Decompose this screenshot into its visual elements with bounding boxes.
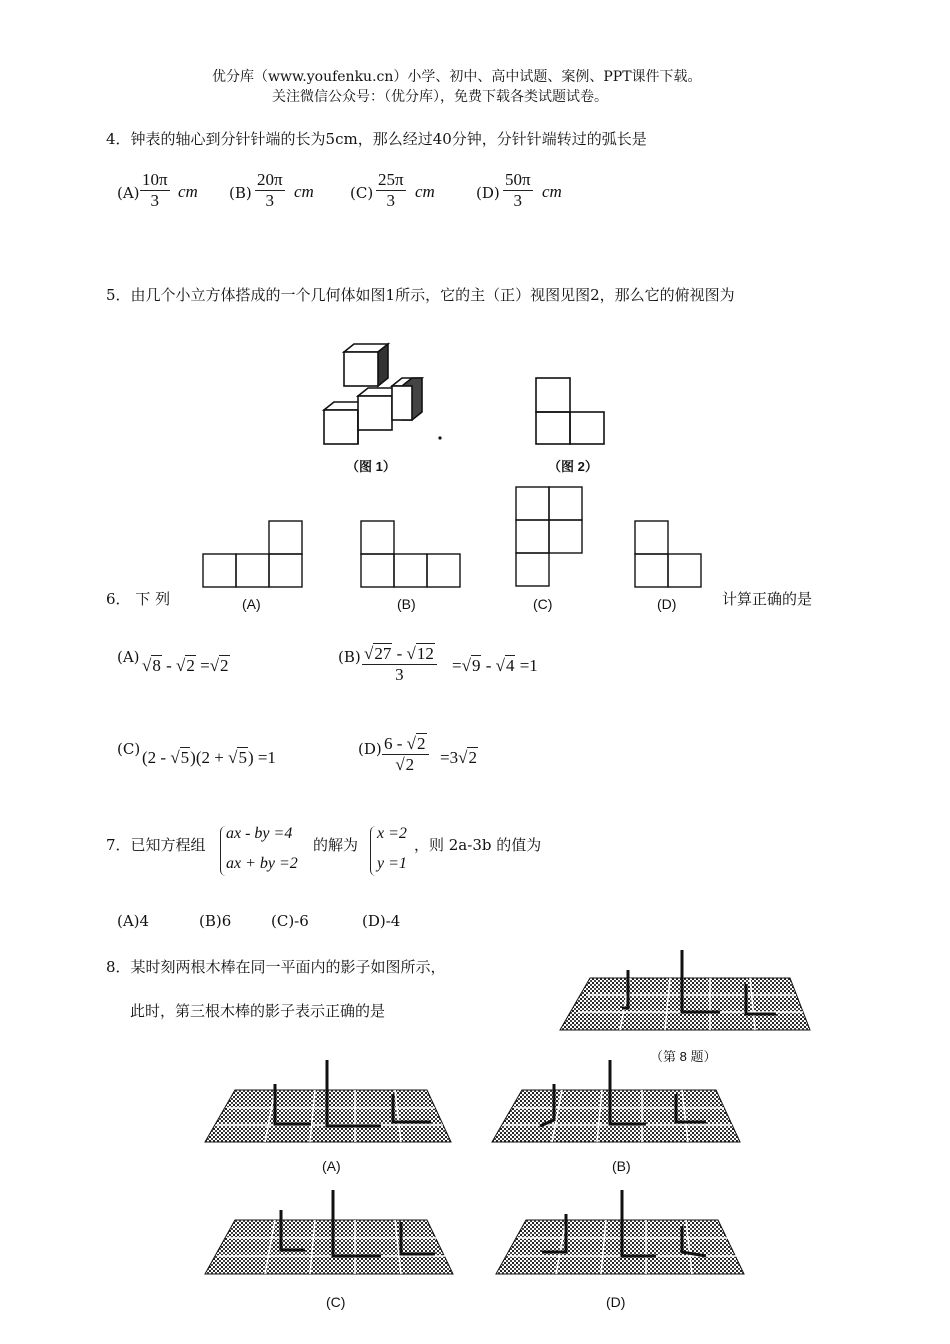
q8-reference-figure bbox=[560, 950, 812, 1032]
q8-option-b-label: (B) bbox=[612, 1158, 631, 1174]
q6-option-c-label: (C) bbox=[117, 740, 141, 758]
q7-option-a: (A)4 bbox=[117, 912, 150, 930]
q4-option-a-unit: cm bbox=[178, 182, 198, 201]
q7-system-1-eq2: ax + by =2 bbox=[226, 855, 298, 872]
q5-option-b-figure bbox=[360, 519, 462, 589]
q8-option-d-label: (D) bbox=[606, 1294, 626, 1310]
q6-option-d-fraction: 6 - √2 √2 bbox=[382, 734, 429, 775]
q8-line-2: 此时，第三根木棒的影子表示正确的是 bbox=[130, 1002, 386, 1020]
q7-stem-prefix: 7．已知方程组 bbox=[106, 836, 206, 854]
q7-system-2-eq2: y =1 bbox=[377, 855, 407, 872]
q4-option-b-label: (B) bbox=[229, 184, 252, 202]
q5-option-c-label: (C) bbox=[533, 596, 553, 612]
figure-2-front-view bbox=[534, 376, 606, 446]
q8-option-a-figure bbox=[205, 1060, 453, 1144]
figure-1-caption: （图 1） bbox=[346, 459, 396, 474]
q5-option-a-figure bbox=[202, 519, 304, 589]
q7-option-c: (C)-6 bbox=[271, 912, 309, 930]
q5-stem: 5．由几个小立方体搭成的一个几何体如图1所示，它的主（正）视图见图2，那么它的俯视图为 bbox=[106, 286, 735, 304]
q4-option-a-fraction: 10π 3 bbox=[142, 170, 168, 210]
q8-option-c-label: (C) bbox=[326, 1294, 346, 1310]
q5-option-d-label: (D) bbox=[657, 596, 677, 612]
header-line-2: 关注微信公众号：（优分库），免费下载各类试题试卷。 bbox=[272, 89, 608, 105]
q7-stem-mid: 的解为 bbox=[313, 836, 359, 854]
q4-option-a-label: (A) bbox=[117, 184, 140, 202]
q8-option-c-figure bbox=[205, 1190, 455, 1276]
q8-option-d-figure bbox=[496, 1190, 746, 1276]
figure-1-cubes bbox=[318, 340, 428, 448]
q7-system-1-eq1: ax - by =4 bbox=[226, 825, 293, 842]
figure-2-caption: （图 2） bbox=[548, 459, 598, 474]
q5-option-d-figure bbox=[634, 519, 704, 589]
q4-option-c-fraction: 25π 3 bbox=[378, 170, 404, 210]
q8-option-b-figure bbox=[492, 1060, 742, 1144]
q4-stem: 4．钟表的轴心到分针针端的长为5cm，那么经过40分钟，分针针端转过的弧长是 bbox=[106, 130, 647, 148]
q7-system-2-brace bbox=[370, 826, 377, 876]
q6-option-d-label: (D) bbox=[358, 740, 382, 758]
q6-option-b-label: (B) bbox=[338, 648, 361, 666]
q4-option-d-label: (D) bbox=[476, 184, 500, 202]
q4-option-b-fraction: 20π 3 bbox=[257, 170, 283, 210]
q8-option-a-label: (A) bbox=[322, 1158, 341, 1174]
q7-option-b: (B)6 bbox=[199, 912, 232, 930]
q5-option-b-label: (B) bbox=[397, 596, 416, 612]
q4-option-d-fraction: 50π 3 bbox=[505, 170, 531, 210]
q7-option-d: (D)-4 bbox=[362, 912, 401, 930]
q6-option-a-expression: √8 - √2 =√2 bbox=[142, 656, 229, 675]
q4-option-c-label: (C) bbox=[350, 184, 374, 202]
header-line-1: 优分库（www.youfenku.cn）小学、初中、高中试题、案例、PPT课件下载。 bbox=[212, 69, 702, 85]
q5-option-c-figure bbox=[514, 486, 584, 588]
q4-option-b-unit: cm bbox=[294, 182, 314, 201]
q8-line-1: 8．某时刻两根木棒在同一平面内的影子如图所示， bbox=[106, 958, 446, 976]
q6-option-b-rhs: =√9 - √4 =1 bbox=[452, 656, 538, 675]
q8-figure-caption: （第 8 题） bbox=[650, 1049, 717, 1064]
q4-option-c-unit: cm bbox=[415, 182, 435, 201]
q6-stem-left: 6． 下 列 bbox=[106, 590, 171, 608]
q5-option-a-label: (A) bbox=[242, 596, 261, 612]
q7-stem-suffix: ，则 2a-3b 的值为 bbox=[414, 836, 542, 854]
q6-option-d-rhs: =3√2 bbox=[440, 748, 477, 767]
q6-option-c-expression: (2 - √5)(2 + √5) =1 bbox=[142, 748, 276, 767]
q7-system-2-eq1: x =2 bbox=[377, 825, 407, 842]
q4-option-d-unit: cm bbox=[542, 182, 562, 201]
q6-option-b-fraction: √27 - √12 3 bbox=[362, 644, 437, 685]
q6-option-a-label: (A) bbox=[117, 648, 140, 666]
q6-stem-right: 计算正确的是 bbox=[722, 590, 813, 608]
